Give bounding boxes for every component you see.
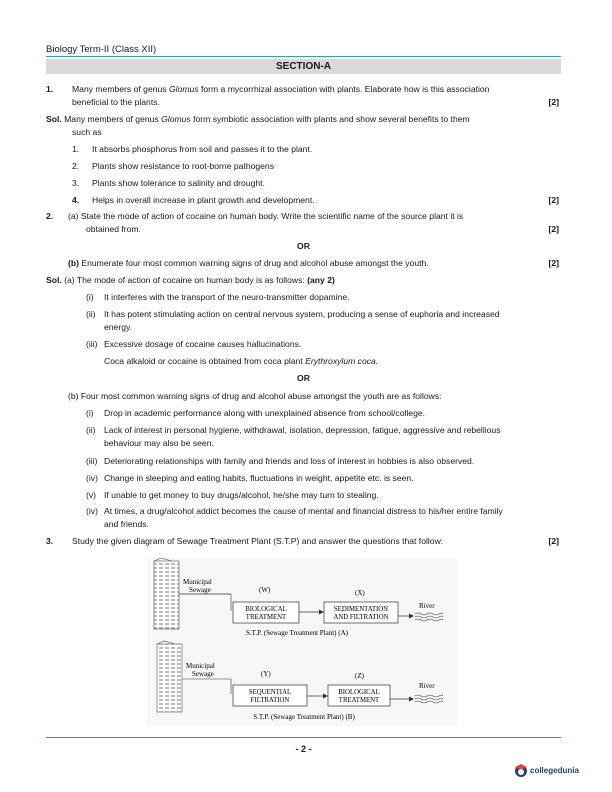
sol2-point-text-line2: energy.	[104, 322, 133, 332]
header-rule	[46, 56, 561, 57]
box-b2-line2: TREATMENT	[338, 697, 380, 704]
box-a2-line2: AND FILTRATION	[333, 614, 389, 621]
q3-number: 3.	[46, 536, 54, 546]
box-b1-line1: SEQUENTIAL	[248, 689, 292, 696]
sol1-marks: [2]	[548, 195, 559, 205]
sol2-b-point-text: Deteriorating relationships with family and friends and loss of interest in hobbies is also observed.	[104, 456, 475, 466]
sol2-b-point-text-line2: behaviour may also be seen.	[104, 438, 214, 448]
sol2-b-point-text: If unable to get money to buy drugs/alcohol, he/she may turn to stealing.	[104, 490, 379, 500]
sewage-tank-icon	[154, 561, 179, 629]
sol2-b-point-text-line2: and friends.	[104, 519, 149, 529]
q2-number: 2.	[46, 211, 54, 221]
label-z: (Z)	[355, 672, 364, 680]
river-label-b: River	[419, 682, 435, 690]
sol2-b-point-num: (i)	[86, 408, 94, 418]
sol2-b-point-text: Lack of interest in personal hygiene, withdrawal, isolation, depression, fatigue, aggressive and rebellious	[104, 425, 501, 435]
sol1-point-text: It absorbs phosphorus from soil and passes it to the plant.	[92, 144, 313, 154]
section-title: SECTION-A	[46, 59, 561, 74]
sol1-point-text: Plants show tolerance to salinity and drought.	[92, 178, 265, 188]
diagram-a-source-line1: Municipal	[183, 578, 212, 586]
sol1-point-text: Plants show resistance to root-borne pathogens	[92, 161, 275, 171]
sol2-point-num: (ii)	[86, 309, 96, 319]
q2a-text: (a) State the mode of action of cocaine on human body. Write the scientific name of the source plant it is	[68, 211, 464, 221]
diagram-b-source-line2: Sewage	[192, 670, 214, 678]
q3-text: Study the given diagram of Sewage Treatment Plant (S.T.P) and answer the questions that follow:	[72, 536, 444, 546]
q2a-text-line2: obtained from.	[86, 224, 141, 234]
diagram-a-source-line2: Sewage	[189, 586, 211, 594]
sol1-point-text: Helps in overall increase in plant growth and development.	[92, 195, 315, 205]
collegedunia-logo-icon	[513, 762, 529, 778]
stp-diagram	[147, 558, 457, 726]
sol2-point-num: (i)	[86, 292, 94, 302]
sol1-point-num: 1.	[72, 144, 80, 154]
diagram-b-source-line1: Municipal	[186, 662, 215, 670]
q1-text-line2: beneficial to the plants.	[72, 97, 160, 107]
page-number: - 2 -	[295, 744, 312, 754]
sol2-point-text: It has potent stimulating action on central nervous system, producing a sense of euphoria and increased	[104, 309, 500, 319]
label-x: (X)	[355, 589, 365, 597]
q3-marks: [2]	[548, 536, 559, 546]
brand-name: collegedunia	[530, 766, 579, 775]
sol2-b-point-text: At times, a drug/alcohol addict becomes the cause of mental and financial distress to his/her entire family	[104, 506, 503, 516]
q1-text: Many members of genus Glomus form a mycorrhizal association with plants. Elaborate how is this association	[72, 84, 490, 94]
box-b2-line1: BIOLOGICAL	[338, 689, 380, 696]
sewage-tank-icon	[157, 644, 182, 712]
footer-rule	[46, 737, 561, 738]
sol2-b-point-num: (iii)	[86, 456, 98, 466]
sol2-coca-source: Coca alkaloid or cocaine is obtained from coca plant Erythroxylum coca.	[104, 356, 379, 366]
box-a2-line1: SEDIMENTATION	[333, 606, 389, 613]
box-a1-line2: TREATMENT	[245, 614, 287, 621]
q2b-marks: [2]	[548, 258, 559, 268]
q2a-marks: [2]	[548, 224, 559, 234]
header-title: Biology Term-II (Class XII)	[46, 44, 157, 55]
river-label-a: River	[419, 602, 435, 610]
q1-marks: [2]	[548, 97, 559, 107]
sol1-point-num: 4.	[72, 195, 80, 205]
q2-or: OR	[297, 241, 310, 251]
sol2-point-text: It interferes with the transport of the neuro-transmitter dopamine.	[104, 292, 350, 302]
sol2-point-num: (iii)	[86, 339, 98, 349]
sol2-b-point-text: Drop in academic performance along with unexplained absence from school/college.	[104, 408, 426, 418]
sol1-point-num: 3.	[72, 178, 80, 188]
sol1-text: Sol. Many members of genus Glomus form symbiotic association with plants and show several benefits to them	[46, 114, 470, 124]
box-a1-line1: BIOLOGICAL	[245, 606, 287, 613]
sol2-a-intro: Sol. (a) The mode of action of cocaine on human body is as follows: (any 2)	[46, 275, 335, 285]
sol1-point-num: 2.	[72, 161, 80, 171]
q1-number: 1.	[46, 84, 54, 94]
sol2-b-point-num: (iv)	[86, 473, 98, 483]
diagram-b-caption: S.T.P. (Sewage Treatment Plant) (B)	[253, 713, 355, 721]
sol2-b-intro: (b) Four most common warning signs of drug and alcohol abuse amongst the youth are as follows:	[68, 391, 442, 401]
sol2-b-point-num: (iv)	[86, 506, 98, 516]
box-b1-line2: FILTRATION	[250, 697, 290, 704]
sol2-or: OR	[297, 373, 310, 383]
label-w: (W)	[259, 586, 271, 594]
sol1-text-line2: such as	[72, 127, 102, 137]
sol2-b-point-num: (ii)	[86, 425, 96, 435]
diagram-a-caption: S.T.P. (Sewage Treatment Plant) (A)	[246, 629, 348, 637]
sol2-b-point-num: (v)	[86, 490, 97, 500]
q2b-text: (b) Enumerate four most common warning signs of drug and alcohol abuse amongst the youth.	[68, 258, 429, 268]
sol2-b-point-text: Change in sleeping and eating habits, fluctuations in weight, appetite etc. is seen.	[104, 473, 414, 483]
sol2-point-text: Excessive dosage of cocaine causes hallucinations.	[104, 339, 302, 349]
label-y: (Y)	[261, 670, 271, 678]
